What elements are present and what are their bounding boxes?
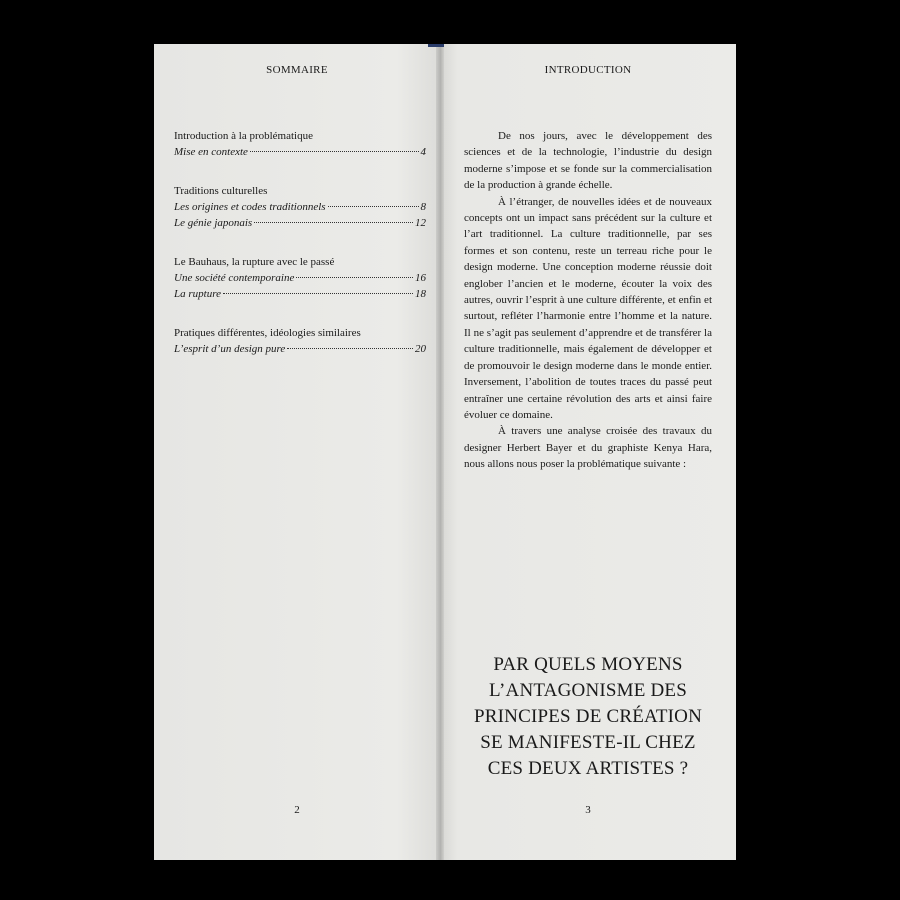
right-running-head: INTRODUCTION xyxy=(544,64,632,76)
toc-entry xyxy=(174,341,426,357)
toc-section-title: Traditions culturelles xyxy=(174,185,268,197)
toc-leader-dots xyxy=(223,293,413,294)
toc-entry-label: Le génie japonais xyxy=(174,217,253,229)
right-page-number: 3 xyxy=(585,804,591,816)
table-of-contents xyxy=(174,128,426,380)
toc-entry-label: Une société contemporaine xyxy=(174,272,295,284)
question-line: SE MANIFESTE-IL CHEZ xyxy=(480,732,696,753)
cover-edge xyxy=(428,44,444,47)
intro-paragraph: De nos jours, avec le développement des sciences et de la technologie, l’industrie du design moderne s’impose et se fonde sur la commercialisation de la production à grande échelle. xyxy=(464,130,712,192)
toc-entry-label: L’esprit d’un design pure xyxy=(174,343,286,355)
left-page xyxy=(154,44,440,860)
toc-entry-label: Mise en contexte xyxy=(174,146,248,158)
toc-entry xyxy=(174,199,426,215)
question-line: PAR QUELS MOYENS xyxy=(493,654,683,675)
toc-section-title: Le Bauhaus, la rupture avec le passé xyxy=(174,256,335,268)
toc-section-title: Introduction à la problématique xyxy=(174,130,313,142)
toc-entry-page: 12 xyxy=(415,217,426,229)
toc-leader-dots xyxy=(250,151,419,152)
toc-entry-label: La rupture xyxy=(174,288,221,300)
introduction-text xyxy=(464,128,712,473)
toc-entry xyxy=(174,215,426,231)
toc-entry xyxy=(174,286,426,302)
left-running-head: SOMMAIRE xyxy=(266,64,328,76)
intro-paragraph: À l’étranger, de nouvelles idées et de nouveaux concepts ont un impact sans précédent sur la culture et l’art traditionnel. La culture traditionnelle, par ses formes et son contenu, reste un terreau riche pour le design moderne. Une conception moderne réussie doit englober l’ancien et le moderne, écouter la voix des autres, ouvrir l’esprit à une culture différente, et enfin et surtout, refléter l’harmonie entre l’homme et la nature. Il ne s’agit pas seulement d’apprendre et de transférer la culture traditionnelle, mais également de développer et de promouvoir le design moderne dans le monde entier. Inversement, l’abolition de toutes traces du passé peut entraîner une certaine révolution des arts et ainsi faire évoluer ce domaine. xyxy=(464,195,712,421)
toc-leader-dots xyxy=(328,206,419,207)
toc-entry xyxy=(174,144,426,160)
research-question xyxy=(450,652,726,782)
right-page xyxy=(440,44,736,860)
toc-section xyxy=(174,325,426,357)
toc-section xyxy=(174,128,426,160)
intro-paragraph: À travers une analyse croisée des travaux du designer Herbert Bayer et du graphiste Kenya Hara, nous allons nous poser la problématique suivante : xyxy=(464,425,712,471)
toc-entry-label: Les origines et codes traditionnels xyxy=(174,201,326,213)
toc-section xyxy=(174,254,426,302)
toc-entry-page: 8 xyxy=(420,201,426,213)
toc-entry-page: 20 xyxy=(415,343,426,355)
question-line: CES DEUX ARTISTES ? xyxy=(487,758,689,779)
toc-entry-page: 18 xyxy=(415,288,426,300)
toc-section-title: Pratiques différentes, idéologies similaires xyxy=(174,327,361,339)
toc-entry-page: 16 xyxy=(415,272,426,284)
spine-fold xyxy=(436,44,444,860)
toc-entry xyxy=(174,270,426,286)
question-line: PRINCIPES DE CRÉATION xyxy=(474,706,702,727)
toc-leader-dots xyxy=(254,222,413,223)
question-line: L’ANTAGONISME DES xyxy=(488,680,688,701)
toc-section xyxy=(174,183,426,231)
toc-leader-dots xyxy=(296,277,413,278)
toc-entry-page: 4 xyxy=(420,146,426,158)
left-page-number: 2 xyxy=(294,804,300,816)
toc-leader-dots xyxy=(287,348,413,349)
